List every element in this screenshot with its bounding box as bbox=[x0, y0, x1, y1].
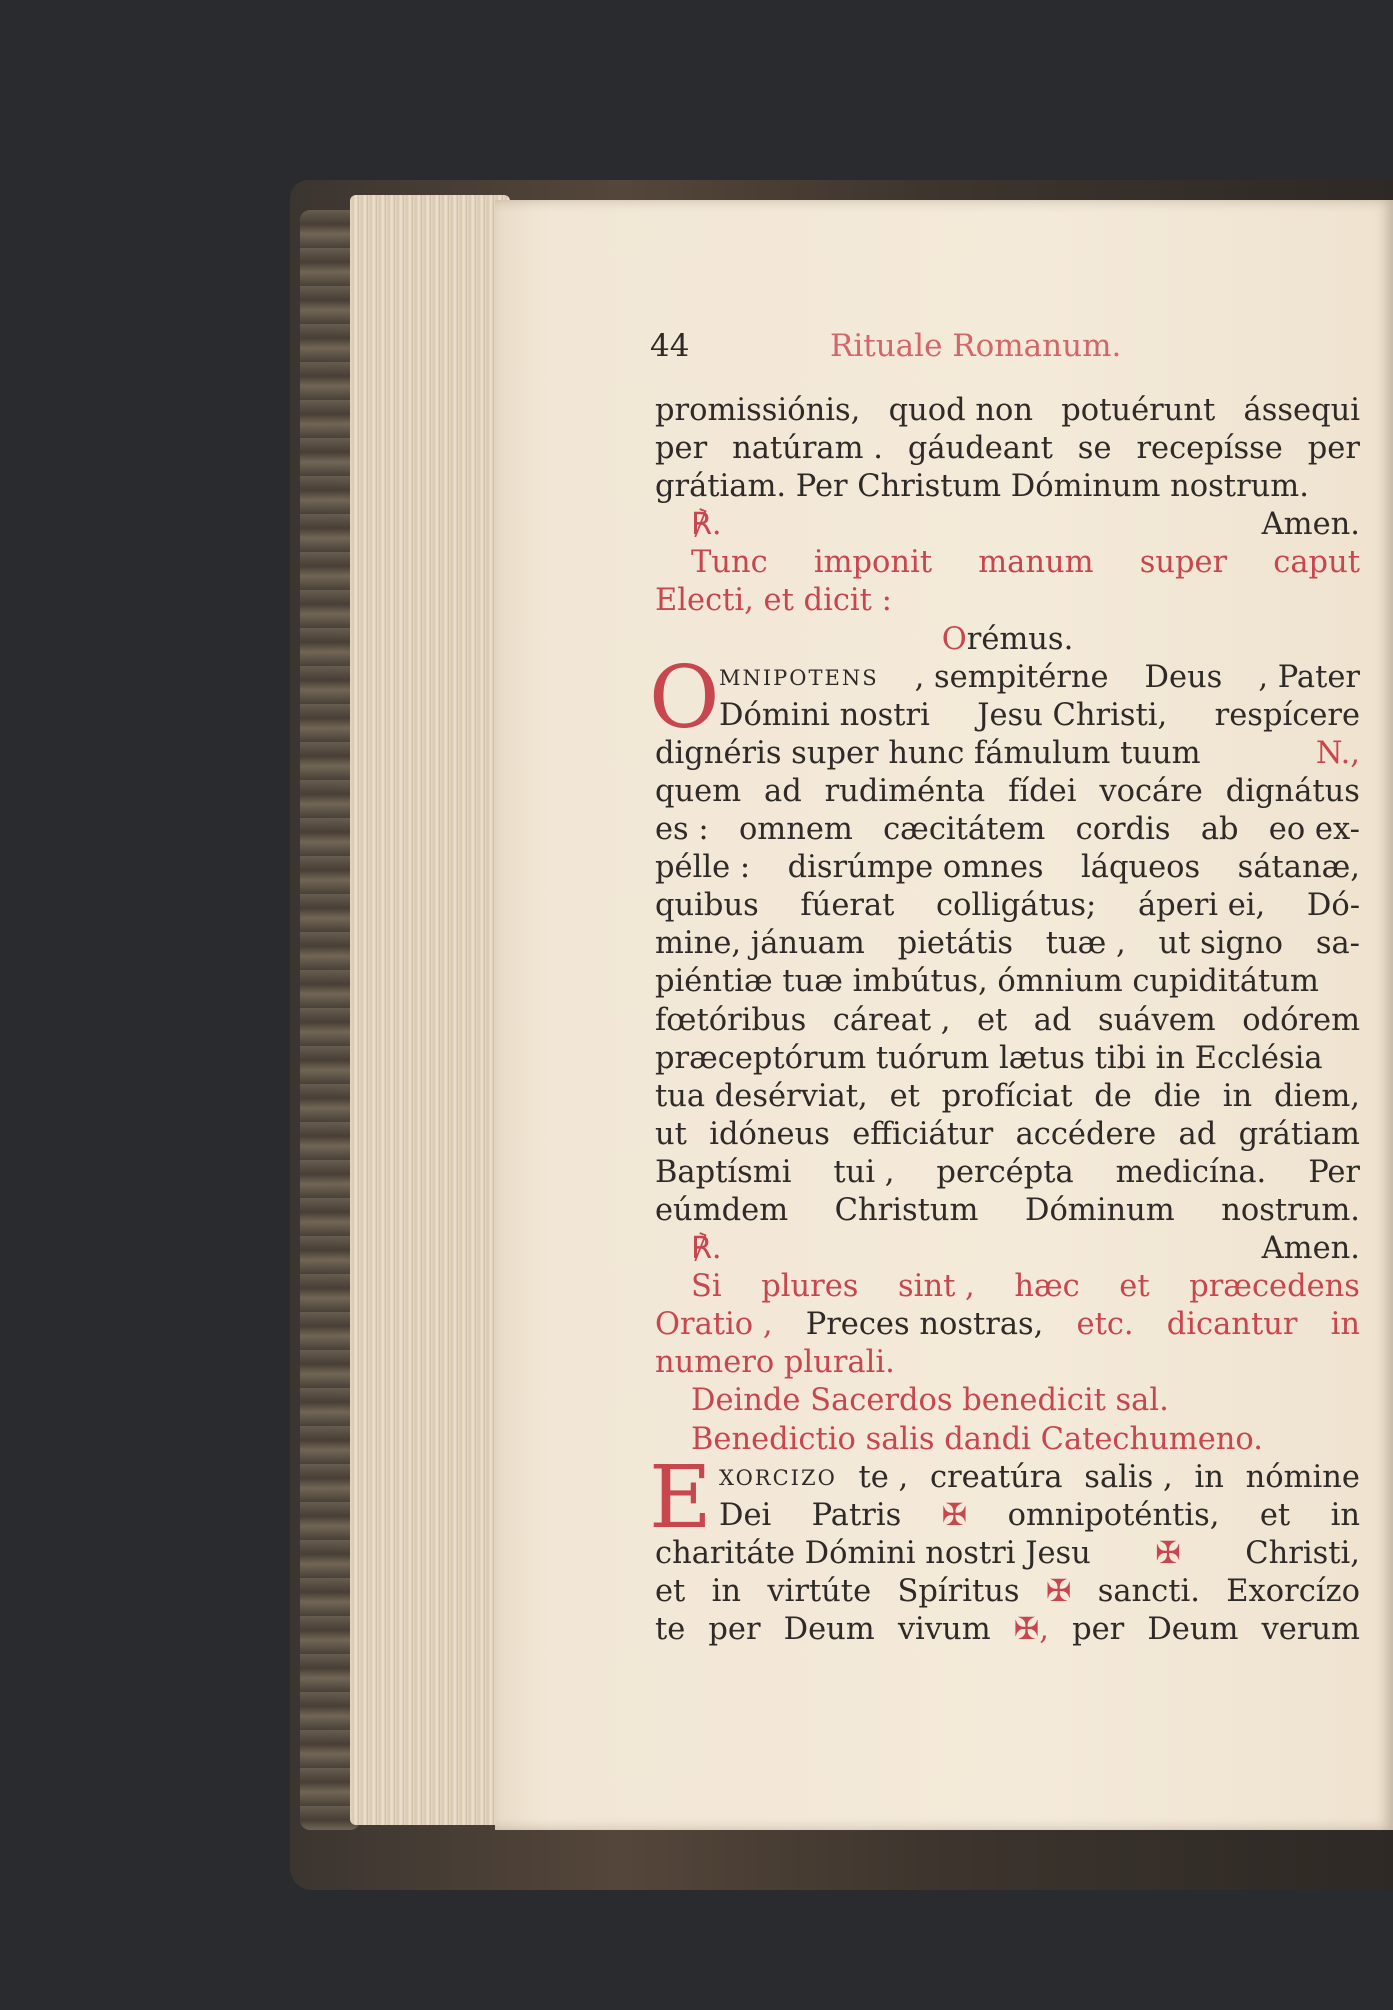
text-segment: colligátus; bbox=[936, 888, 1097, 924]
text-segment: ad bbox=[1178, 1116, 1217, 1152]
text-segment: ad bbox=[1033, 1002, 1072, 1038]
text-line bbox=[655, 1497, 1360, 1535]
text-segment: ✠, bbox=[1013, 1612, 1049, 1647]
text-segment: quem bbox=[655, 773, 742, 809]
text-segment: láqueos bbox=[1081, 850, 1201, 886]
text-segment: , sempitérne bbox=[914, 659, 1109, 695]
running-title: Rituale Romanum. bbox=[830, 328, 1122, 364]
text-segment: ab bbox=[1200, 812, 1239, 848]
text-segment: medicína. bbox=[1115, 1154, 1267, 1190]
text-segment: tua desérviat, bbox=[655, 1078, 868, 1114]
text-segment: Dómini nostri bbox=[719, 697, 930, 733]
text-segment: efficiátur bbox=[852, 1116, 994, 1152]
text-line bbox=[655, 506, 1360, 544]
text-segment: cordis bbox=[1075, 812, 1171, 848]
text-line bbox=[655, 659, 1360, 697]
text-segment: Christum bbox=[834, 1192, 979, 1228]
text-segment: et bbox=[976, 1002, 1008, 1038]
text-segment: Exorcízo bbox=[1226, 1573, 1360, 1609]
page-number: 44 bbox=[650, 328, 690, 364]
text-segment: in bbox=[711, 1573, 742, 1609]
text-line bbox=[655, 1573, 1360, 1611]
text-segment: præcedens bbox=[1189, 1269, 1360, 1305]
text-segment: Baptísmi bbox=[655, 1154, 792, 1190]
text-segment: suávem bbox=[1098, 1002, 1216, 1038]
text-segment: imponit bbox=[813, 545, 933, 581]
text-segment: diem, bbox=[1273, 1078, 1360, 1114]
text-segment: vocáre bbox=[1099, 773, 1203, 809]
text-line bbox=[655, 1116, 1360, 1154]
text-segment: et bbox=[655, 1573, 686, 1609]
text-line bbox=[655, 1382, 1360, 1420]
text-segment: profíciat bbox=[941, 1078, 1073, 1114]
text-segment: vivum bbox=[897, 1612, 991, 1647]
text-segment: ✠ bbox=[1155, 1535, 1181, 1571]
text-segment: respícere bbox=[1214, 697, 1360, 733]
text-segment: Jesu Christi, bbox=[977, 697, 1168, 733]
text-line bbox=[655, 1078, 1360, 1116]
text-line bbox=[655, 1192, 1360, 1230]
text-line bbox=[655, 773, 1360, 811]
text-segment: dignéris super hunc fámulum tuum bbox=[655, 735, 1201, 771]
text-line bbox=[655, 811, 1360, 849]
text-segment: sátanæ, bbox=[1237, 850, 1360, 886]
text-segment: piéntiæ tuæ imbútus, ómnium cupiditátum bbox=[655, 964, 1319, 1000]
text-segment: MNIPOTENS bbox=[719, 665, 879, 690]
text-segment: salis , bbox=[1084, 1459, 1173, 1495]
text-line bbox=[655, 697, 1360, 735]
text-segment: Deum bbox=[1147, 1612, 1239, 1647]
text-line bbox=[655, 1535, 1360, 1573]
text-line bbox=[655, 430, 1360, 468]
text-line bbox=[655, 963, 1360, 1001]
text-line bbox=[655, 925, 1360, 963]
text-segment: quibus bbox=[655, 888, 759, 924]
text-segment: creatúra bbox=[929, 1459, 1063, 1495]
text-segment: ad bbox=[764, 773, 802, 809]
text-segment: in bbox=[1222, 1078, 1253, 1114]
text-line bbox=[655, 1002, 1360, 1040]
text-segment: Dó- bbox=[1306, 888, 1360, 924]
text-line bbox=[655, 1230, 1360, 1268]
text-segment: et bbox=[1119, 1269, 1150, 1305]
drop-capital: O bbox=[649, 647, 720, 748]
text-segment: idóneus bbox=[709, 1116, 830, 1152]
text-line bbox=[655, 1268, 1360, 1306]
text-segment: mine, jánuam bbox=[655, 926, 865, 962]
text-segment: Orémus. bbox=[941, 621, 1074, 657]
text-segment: et bbox=[1259, 1497, 1291, 1533]
text-segment: omnem bbox=[738, 812, 853, 848]
text-segment: ut bbox=[655, 1116, 687, 1152]
text-segment: eúmdem bbox=[655, 1192, 789, 1228]
text-segment: pélle : bbox=[655, 850, 751, 886]
text-segment: etc. bbox=[1076, 1307, 1134, 1343]
text-line bbox=[655, 735, 1360, 773]
text-line bbox=[655, 621, 1360, 659]
text-segment: ✠ bbox=[941, 1497, 968, 1533]
text-segment: Oratio , bbox=[655, 1307, 773, 1343]
text-segment: Deum bbox=[783, 1612, 875, 1647]
text-segment: de bbox=[1094, 1078, 1132, 1114]
text-segment: gáudeant bbox=[907, 431, 1053, 467]
text-segment: Dei bbox=[719, 1497, 772, 1533]
text-segment: Electi, et dicit : bbox=[655, 583, 892, 619]
text-line bbox=[655, 1040, 1360, 1078]
text-segment: tui , bbox=[833, 1154, 895, 1190]
text-segment: in bbox=[1330, 1497, 1360, 1533]
drop-capital: E bbox=[649, 1447, 712, 1548]
text-segment: in bbox=[1194, 1459, 1224, 1495]
text-segment: natúram . bbox=[732, 431, 883, 467]
text-segment: sa- bbox=[1315, 926, 1360, 962]
text-segment: verum bbox=[1261, 1612, 1360, 1647]
text-segment: super bbox=[1139, 545, 1228, 581]
text-segment: eo ex- bbox=[1268, 812, 1360, 848]
text-line bbox=[655, 849, 1360, 887]
text-segment: numero plurali. bbox=[655, 1345, 895, 1381]
text-segment: Tunc bbox=[691, 545, 768, 581]
text-segment: hæc bbox=[1014, 1269, 1080, 1305]
text-segment: ℟. bbox=[691, 507, 722, 543]
text-line bbox=[655, 544, 1360, 582]
text-segment: et bbox=[889, 1078, 920, 1114]
text-segment: odórem bbox=[1242, 1002, 1360, 1038]
page-edges bbox=[350, 195, 510, 1825]
text-segment: die bbox=[1153, 1078, 1201, 1114]
text-segment: Spíritus bbox=[897, 1573, 1020, 1609]
text-segment: potuérunt bbox=[1061, 393, 1216, 428]
text-segment: in bbox=[1330, 1307, 1360, 1343]
text-line bbox=[655, 392, 1360, 430]
text-line bbox=[655, 1421, 1360, 1459]
text-segment: per bbox=[708, 1612, 761, 1647]
page-text bbox=[649, 392, 1360, 1649]
text-segment: Deinde Sacerdos benedicit sal. bbox=[691, 1383, 1169, 1419]
text-segment: recepísse bbox=[1136, 431, 1283, 467]
text-segment: Per bbox=[1308, 1154, 1360, 1190]
text-segment: Dóminum bbox=[1024, 1192, 1175, 1228]
text-segment: , Pater bbox=[1258, 659, 1360, 695]
page-header bbox=[650, 328, 1270, 368]
text-segment: disrúmpe omnes bbox=[787, 850, 1044, 886]
text-segment: accédere bbox=[1015, 1116, 1157, 1152]
text-segment: fídei bbox=[1008, 773, 1077, 809]
text-line bbox=[655, 1344, 1360, 1382]
text-segment: Patris bbox=[811, 1497, 902, 1533]
text-segment: Deus bbox=[1144, 659, 1223, 695]
text-segment: tuæ , bbox=[1045, 926, 1126, 962]
text-segment: manum bbox=[978, 545, 1094, 581]
text-segment: áperi ei, bbox=[1137, 888, 1266, 924]
text-segment: se bbox=[1077, 431, 1112, 467]
text-segment: ut signo bbox=[1158, 926, 1284, 962]
text-segment: dignátus bbox=[1225, 773, 1360, 809]
text-segment: charitáte Dómini nostri Jesu bbox=[655, 1535, 1091, 1571]
text-line bbox=[655, 1459, 1360, 1497]
text-segment: Preces nostras, bbox=[805, 1307, 1044, 1343]
text-segment: omnipoténtis, bbox=[1007, 1497, 1220, 1533]
text-segment: Amen. bbox=[1261, 507, 1360, 543]
text-segment: cæcitátem bbox=[883, 812, 1046, 848]
text-segment: ℟. bbox=[691, 1231, 722, 1267]
text-segment: es : bbox=[655, 812, 709, 848]
text-segment: per bbox=[1072, 1612, 1125, 1647]
text-segment: percépta bbox=[936, 1154, 1074, 1190]
text-segment: grátiam bbox=[1238, 1116, 1360, 1152]
text-segment: per bbox=[655, 431, 708, 467]
text-segment: Benedictio salis dandi Catechumeno. bbox=[691, 1421, 1263, 1457]
text-line bbox=[655, 468, 1360, 506]
text-segment: rudiménta bbox=[824, 773, 986, 809]
text-segment: ✠ bbox=[1045, 1573, 1072, 1609]
text-segment: N., bbox=[1315, 735, 1360, 771]
text-segment: fúerat bbox=[800, 888, 895, 924]
text-segment: nómine bbox=[1245, 1459, 1360, 1495]
text-segment: caput bbox=[1273, 545, 1360, 581]
text-segment: cáreat , bbox=[832, 1002, 951, 1038]
text-segment: quod non bbox=[888, 393, 1033, 428]
text-segment: virtúte bbox=[767, 1573, 872, 1609]
text-segment: Christi, bbox=[1245, 1535, 1360, 1571]
text-segment: sint , bbox=[898, 1269, 975, 1305]
text-segment: grátiam. Per Christum Dóminum nostrum. bbox=[655, 469, 1309, 505]
text-segment: plures bbox=[761, 1269, 859, 1305]
text-line bbox=[655, 1611, 1360, 1649]
text-segment: præceptórum tuórum lætus tibi in Ecclésia bbox=[655, 1040, 1323, 1076]
text-line bbox=[655, 1154, 1360, 1192]
text-segment: nostrum. bbox=[1221, 1192, 1360, 1228]
text-line bbox=[655, 582, 1360, 620]
text-segment: ássequi bbox=[1243, 393, 1360, 428]
text-segment: te bbox=[655, 1612, 686, 1647]
text-line bbox=[655, 887, 1360, 925]
text-segment: te , bbox=[858, 1459, 909, 1495]
text-segment: promissiónis, bbox=[655, 393, 861, 428]
text-segment: XORCIZO bbox=[719, 1465, 837, 1490]
text-segment: sancti. bbox=[1097, 1573, 1200, 1609]
text-line bbox=[655, 1306, 1360, 1344]
text-segment: pietátis bbox=[897, 926, 1013, 962]
text-segment: Amen. bbox=[1261, 1231, 1360, 1267]
text-segment: dicantur bbox=[1166, 1307, 1298, 1343]
text-segment: Si bbox=[691, 1269, 722, 1305]
text-segment: per bbox=[1307, 431, 1360, 467]
text-segment: fœtóribus bbox=[655, 1002, 807, 1038]
